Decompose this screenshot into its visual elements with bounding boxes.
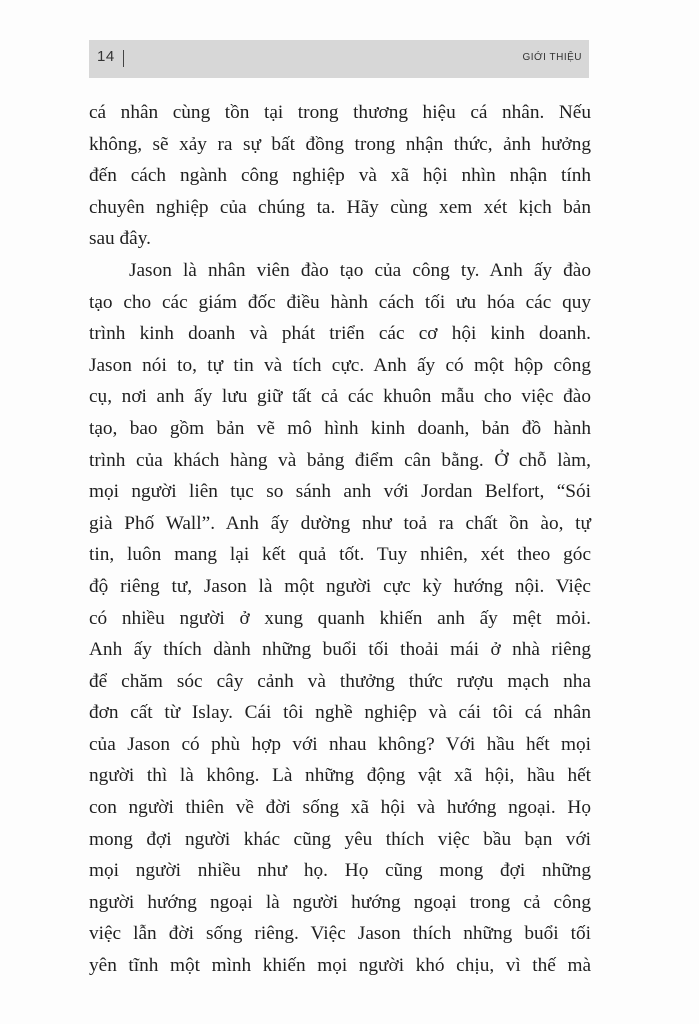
text-line: yên tĩnh một mình khiến mọi người khó chịu, vì thế mà (89, 955, 591, 977)
text-line: tạo cho các giám đốc điều hành cách tối ưu hóa các quy (89, 291, 591, 313)
text-line: để chăm sóc cây cảnh và thưởng thức rượu mạch nha (89, 670, 591, 692)
text-line: Jason là nhân viên đào tạo của công ty. Anh ấy đào (129, 259, 591, 281)
section-title: GIỚI THIỆU (522, 52, 582, 63)
text-line: trình kinh doanh và phát triển các cơ hội kinh doanh. (89, 323, 591, 345)
running-header (89, 40, 589, 78)
text-line: đến cách ngành công nghiệp và xã hội nhìn nhận tính (89, 165, 591, 187)
text-line: chuyên nghiệp của chúng ta. Hãy cùng xem xét kịch bản (89, 196, 591, 218)
text-line: tin, luôn mang lại kết quả tốt. Tuy nhiên, xét theo góc (89, 544, 591, 566)
header-divider (123, 50, 124, 67)
text-line: cá nhân cùng tồn tại trong thương hiệu cá nhân. Nếu (89, 102, 591, 123)
text-line: không, sẽ xảy ra sự bất đồng trong nhận thức, ảnh hưởng (89, 133, 591, 155)
text-line: trình của khách hàng và bảng điểm cân bằng. Ở chỗ làm, (89, 449, 591, 471)
text-line: con người thiên về đời sống xã hội và hướng ngoại. Họ (89, 797, 591, 819)
text-line: già Phố Wall”. Anh ấy dường như toả ra chất ồn ào, tự (89, 512, 591, 534)
text-line: mọi người liên tục so sánh anh với Jordan Belfort, “Sói (89, 481, 591, 503)
text-line: cụ, nơi anh ấy lưu giữ tất cả các khuôn mẫu cho việc đào (89, 386, 591, 408)
text-line: Jason nói to, tự tin và tích cực. Anh ấy có một hộp công (89, 354, 591, 376)
text-line: mong đợi người khác cũng yêu thích việc bầu bạn với (89, 828, 591, 850)
text-line: sau đây. (89, 228, 151, 250)
text-line: của Jason có phù hợp với nhau không? Với hầu hết mọi (89, 733, 591, 755)
text-line: tạo, bao gồm bản vẽ mô hình kinh doanh, bản đồ hành (89, 417, 591, 439)
body-text (89, 97, 591, 982)
page-number: 14 (97, 48, 115, 65)
text-line: có nhiều người ở xung quanh khiến anh ấy mệt mỏi. (89, 607, 591, 629)
text-line: Anh ấy thích dành những buổi tối thoải mái ở nhà riêng (89, 639, 591, 661)
text-line: việc lẫn đời sống riêng. Việc Jason thích những buổi tối (89, 923, 591, 945)
text-line: người thì là không. Là những động vật xã hội, hầu hết (89, 765, 591, 787)
paragraph-1 (89, 97, 591, 255)
text-line: người hướng ngoại là người hướng ngoại trong cả công (89, 891, 591, 913)
text-line: mọi người nhiều như họ. Họ cũng mong đợi những (89, 860, 591, 882)
text-line: đơn cất từ Islay. Cái tôi nghề nghiệp và cái tôi cá nhân (89, 702, 591, 724)
text-line: độ riêng tư, Jason là một người cực kỳ hướng nội. Việc (89, 575, 591, 597)
paragraph-2 (89, 255, 591, 982)
